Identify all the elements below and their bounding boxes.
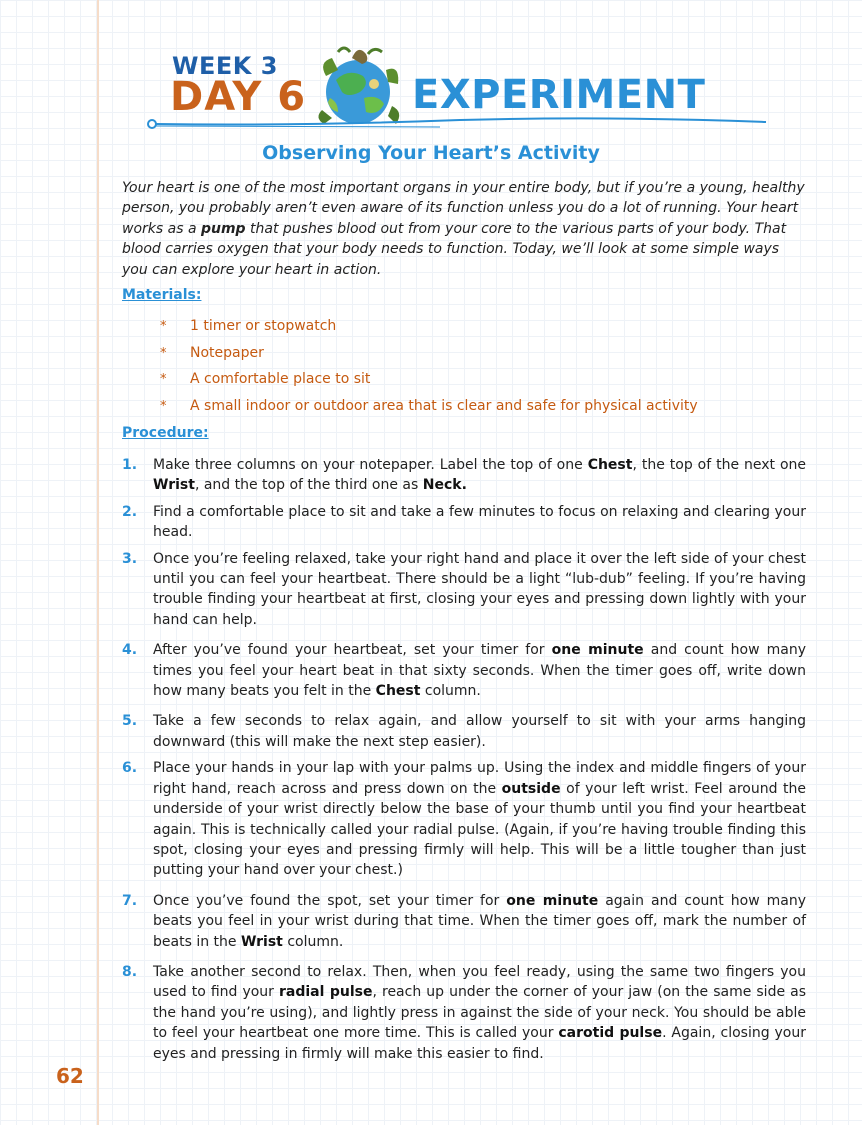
bullet-asterisk: *	[160, 372, 167, 387]
list-item	[150, 369, 790, 396]
bullet-asterisk: *	[160, 345, 167, 361]
day-label: DAY 6	[170, 74, 307, 120]
intro-emphasis-pump: pump	[200, 220, 246, 237]
step-text: , reach up under the corner of your jaw (on the same side as the hand you’re using), and lightly press in against the side of your neck. You should be able to feel your heartbeat one more time. This is called your	[153, 984, 806, 1042]
bullet-asterisk: *	[160, 398, 167, 414]
step-item	[122, 640, 806, 701]
procedure-steps	[122, 455, 806, 1064]
step-item	[122, 891, 806, 952]
step-text: column.	[420, 683, 481, 700]
step-text: , and the top of the third one as	[194, 477, 423, 494]
materials-heading: Materials:	[122, 287, 202, 303]
material-label: A comfortable place to sit	[190, 371, 371, 387]
step-emphasis: outside	[501, 780, 561, 797]
step-text: and count how many times you feel your heart beat in that sixty seconds. When the timer goes off, write down how many beats you felt in the	[153, 642, 806, 700]
step-text: After you’ve found your heartbeat, set your timer for	[153, 642, 552, 659]
step-text: Place your hands in your lap with your palms up. Using the index and middle fingers of your right hand, reach across and press down on the	[153, 760, 806, 797]
step-item	[122, 962, 806, 1064]
step-number: 1.	[122, 457, 138, 473]
step-emphasis: one minute	[551, 642, 644, 659]
step-number: 6.	[122, 760, 138, 777]
step-emphasis: Wrist	[153, 477, 195, 494]
step-text: Make three columns on your notepaper. Label the top of one	[153, 457, 588, 473]
page-title: Observing Your Heart’s Activity	[262, 142, 600, 164]
material-label: 1 timer or stopwatch	[190, 318, 337, 334]
step-text: again and count how many beats you feel in your wrist during that time. When the timer goes off, mark the number of beats in the	[153, 892, 806, 950]
step-emphasis: Neck.	[422, 477, 467, 494]
step-item	[122, 455, 806, 496]
week-label: WEEK 3	[172, 52, 278, 80]
step-number: 7.	[122, 892, 138, 909]
page-margin-line	[97, 0, 99, 1125]
step-number: 4.	[122, 642, 138, 659]
step-number: 5.	[122, 713, 138, 730]
page-header	[0, 0, 862, 140]
step-emphasis: carotid pulse	[558, 1025, 663, 1042]
step-item	[122, 758, 806, 880]
step-text: Take a few seconds to relax again, and allow yourself to sit with your arms hanging downward (this will make the next step easier).	[153, 713, 806, 750]
step-emphasis: radial pulse	[278, 984, 373, 1001]
step-emphasis: Chest	[375, 683, 421, 700]
step-emphasis: Wrist	[240, 933, 283, 950]
step-text: Once you’ve found the spot, set your timer for	[153, 892, 507, 909]
step-item	[122, 711, 806, 752]
material-label: Notepaper	[190, 344, 264, 361]
bullet-asterisk: *	[160, 319, 167, 334]
step-text: , the top of the next one	[632, 457, 807, 473]
experiment-label: EXPERIMENT	[412, 72, 706, 118]
materials-list	[150, 316, 790, 422]
list-item	[150, 396, 790, 423]
step-emphasis: one minute	[506, 892, 599, 909]
header-rule	[140, 114, 770, 134]
step-text: Once you’re feeling relaxed, take your right hand and place it over the left side of your chest until you can feel your heartbeat. There should be a light “lub-dub” feeling. If you’re having trouble finding your heartbeat at first, closing your eyes and pressing down lightly with your hand can help.	[153, 550, 806, 628]
step-text: Find a comfortable place to sit and take a few minutes to focus on relaxing and clearing your head.	[153, 503, 806, 541]
material-label: A small indoor or outdoor area that is clear and safe for physical activity	[190, 397, 698, 414]
intro-text-2: that pushes blood out from your core to the various parts of your body. That blood carries oxygen that your body needs to function. Today, we’ll look at some simple ways you can explore your heart in action.	[122, 220, 787, 278]
list-item	[150, 343, 790, 370]
procedure-heading: Procedure:	[122, 425, 209, 441]
step-text: column.	[282, 933, 344, 950]
step-text: Take another second to relax. Then, when you feel ready, using the same two fingers you used to find your	[153, 963, 806, 1001]
step-text: . Again, closing your eyes and pressing in firmly will make this easier to find.	[153, 1025, 806, 1062]
intro-paragraph	[122, 178, 806, 280]
step-number: 8.	[122, 963, 138, 980]
step-item	[122, 502, 806, 543]
step-number: 3.	[122, 550, 138, 567]
step-item	[122, 549, 806, 631]
step-number: 2.	[122, 503, 138, 520]
list-item	[150, 316, 790, 343]
step-text: of your left wrist. Feel around the underside of your wrist directly below the base of your thumb until you find your heartbeat again. This is technically called your radial pulse. (Again, if you’re having trouble finding this spot, closing your eyes and pressing firmly will help. This will be a little tougher than just putting your hand over your chest.)	[153, 780, 806, 879]
step-emphasis: Chest	[587, 457, 633, 473]
intro-text-1: Your heart is one of the most important organs in your entire body, but if you’re a young, healthy person, you probably aren’t even aware of its function unless you do a lot of running. Your heart works as a	[122, 180, 805, 237]
page-number: 62	[56, 1064, 84, 1088]
